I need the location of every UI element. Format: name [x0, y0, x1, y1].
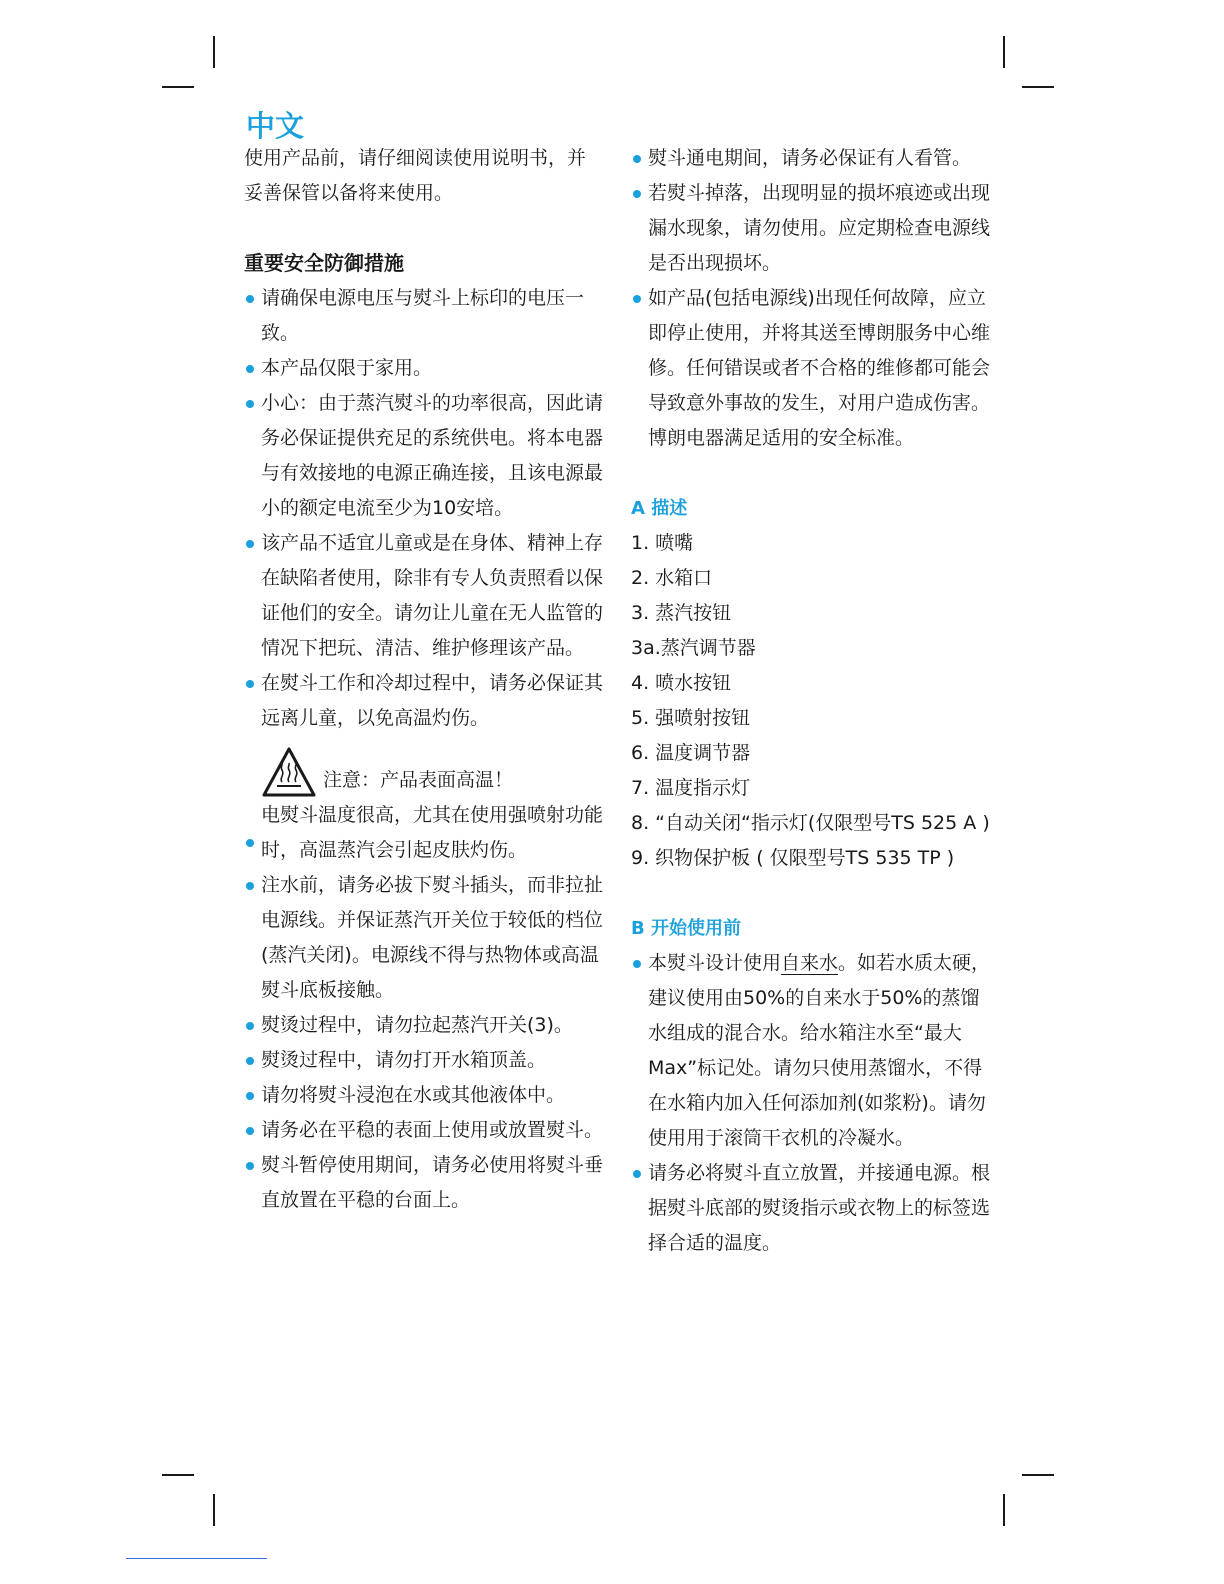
crop-mark — [1003, 1494, 1005, 1526]
safety-item: 如产品(包括电源线)出现任何故障，应立即停止使用，并将其送至博朗服务中心维修。任何错误或者不合格的维修都可能会导致意外事故的发生，对用户造成伤害。博朗电器满足适用的安全标准。 — [631, 281, 991, 456]
safety-item: 该产品不适宜儿童或是在身体、精神上存在缺陷者使用，除非有专人负责照看以保证他们的安全。请勿让儿童在无人监管的情况下把玩、清洁、维护修理该产品。 — [244, 526, 604, 666]
parts-list-item: 9. 织物保护板 ( 仅限型号TS 535 TP ) — [631, 847, 955, 869]
crop-mark — [162, 86, 194, 88]
left-column — [244, 108, 604, 1218]
section-a-heading: A 描述 — [631, 498, 688, 519]
safety-item: 熨斗暂停使用期间，请务必使用将熨斗垂直放置在平稳的台面上。 — [244, 1148, 604, 1218]
safety-heading: 重要安全防御措施 — [244, 251, 404, 275]
safety-item: 在熨斗工作和冷却过程中，请务必保证其远离儿童，以免高温灼伤。 — [244, 666, 604, 736]
tap-water-emphasis: 自来水 — [781, 952, 839, 974]
parts-list-item: 3a.蒸汽调节器 — [631, 637, 756, 659]
crop-mark — [213, 1494, 215, 1526]
safety-item: 请确保电源电压与熨斗上标印的电压一致。 — [244, 281, 604, 351]
crop-mark — [213, 36, 215, 68]
parts-list-item: 1. 喷嘴 — [631, 532, 694, 554]
hot-surface-warning — [244, 736, 604, 868]
safety-item: 请勿将熨斗浸泡在水或其他液体中。 — [244, 1078, 604, 1113]
intro-paragraph: 使用产品前，请仔细阅读使用说明书，并妥善保管以备将来使用。 — [244, 147, 587, 204]
before-use-text: 。如若水质太硬，建议使用由50%的自来水于50%的蒸馏水组成的混合水。给水箱注水至“最大Max”标记处。请勿只使用蒸馏水，不得在水箱内加入任何添加剂(如浆粉)。请勿使用用于滚筒干衣机的冷凝水。 — [648, 952, 991, 1149]
safety-item: 熨斗通电期间，请务必保证有人看管。 — [631, 141, 991, 176]
safety-item: 注水前，请务必拔下熨斗插头，而非拉扯电源线。并保证蒸汽开关位于较低的档位(蒸汽关闭)。电源线不得与热物体或高温熨斗底板接触。 — [244, 868, 604, 1008]
parts-list-item: 8. “自动关闭“指示灯(仅限型号TS 525 A ) — [631, 812, 990, 834]
safety-item: 若熨斗掉落，出现明显的损坏痕迹或出现漏水现象，请勿使用。应定期检查电源线是否出现损坏。 — [631, 176, 991, 281]
section-b-heading: B 开始使用前 — [631, 918, 741, 939]
safety-item: 小心：由于蒸汽熨斗的功率很高，因此请务必保证提供充足的系统供电。将本电器与有效接地的电源正确连接，且该电源最小的额定电流至少为10安培。 — [244, 386, 604, 526]
before-use-item — [631, 946, 991, 1156]
parts-list-item: 3. 蒸汽按钮 — [631, 602, 732, 624]
parts-list-item: 7. 温度指示灯 — [631, 777, 751, 799]
safety-item: 熨烫过程中，请勿拉起蒸汽开关(3)。 — [244, 1008, 604, 1043]
hot-surface-warning-icon — [261, 746, 317, 798]
before-use-item: 请务必将熨斗直立放置，并接通电源。根据熨斗底部的熨烫指示或衣物上的标签选择合适的温度。 — [631, 1156, 991, 1261]
crop-mark — [162, 1474, 194, 1476]
safety-item: 熨烫过程中，请勿打开水箱顶盖。 — [244, 1043, 604, 1078]
crop-mark — [1022, 86, 1054, 88]
crop-mark — [1022, 1474, 1054, 1476]
footer-link-underline — [126, 1558, 267, 1559]
safety-item: 本产品仅限于家用。 — [244, 351, 604, 386]
section-title: 中文 — [246, 109, 305, 143]
parts-list-item: 6. 温度调节器 — [631, 742, 751, 764]
parts-list-item: 5. 强喷射按钮 — [631, 707, 751, 729]
parts-list-item: 4. 喷水按钮 — [631, 672, 732, 694]
safety-item: 请务必在平稳的表面上使用或放置熨斗。 — [244, 1113, 604, 1148]
crop-mark — [1003, 36, 1005, 68]
before-use-text: 本熨斗设计使用 — [648, 952, 782, 974]
warning-label: 注意：产品表面高温！ — [323, 769, 514, 791]
right-column — [631, 141, 991, 1261]
warning-text: 电熨斗温度很高，尤其在使用强喷射功能时，高温蒸汽会引起皮肤灼伤。 — [261, 804, 604, 861]
parts-list-item: 2. 水箱口 — [631, 567, 713, 589]
